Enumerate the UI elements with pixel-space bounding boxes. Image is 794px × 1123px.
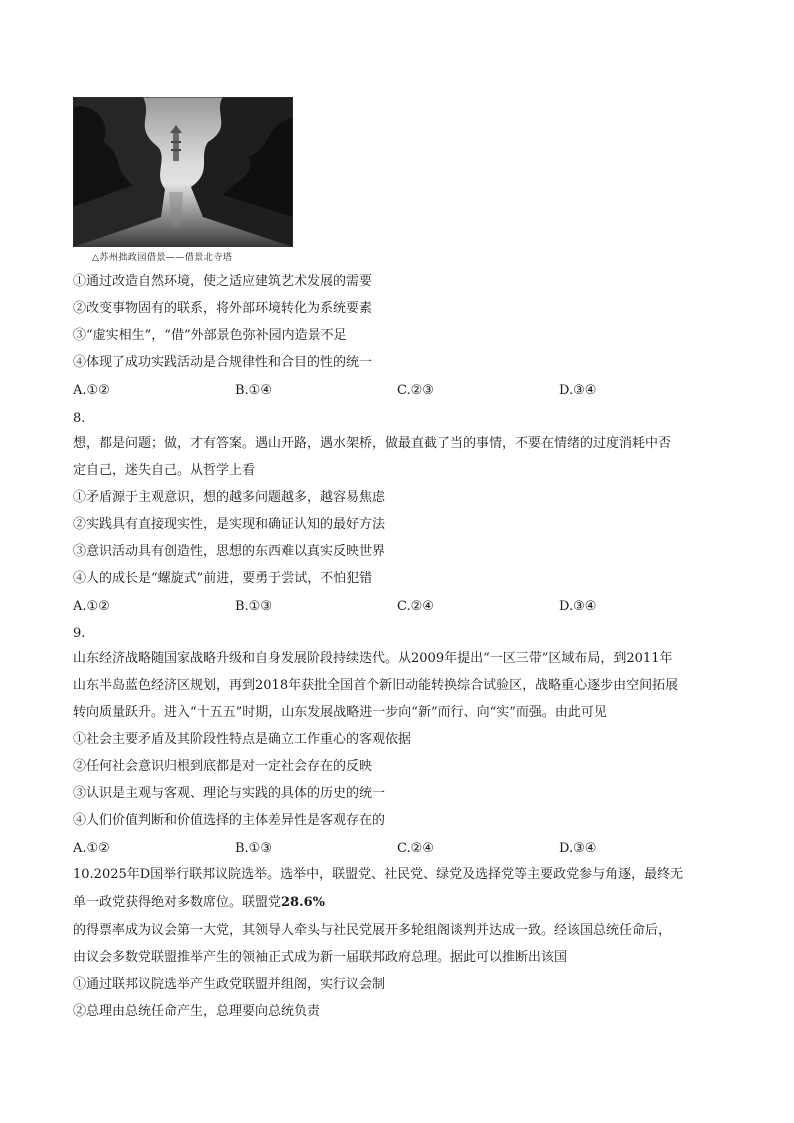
q8-statement-4: ④人的成长是“螺旋式”前进，要勇于尝试，不怕犯错	[73, 571, 373, 586]
q8-options	[73, 598, 721, 616]
q9-number: 9.	[73, 626, 86, 641]
q8-statement-1: ①矛盾源于主观意识，想的越多问题越多，越容易焦虑	[73, 490, 386, 505]
q8-option-b[interactable]: B.①③	[235, 599, 272, 614]
q7-option-d[interactable]: D.③④	[559, 383, 597, 398]
q10-statement-2: ②总理由总统任命产生，总理要向总统负责	[73, 1004, 321, 1019]
q8-statement-2: ②实践具有直接现实性，是实现和确证认知的最好方法	[73, 517, 386, 532]
q9-stem-line-2: 山东半岛蓝色经济区规划，再到2018年获批全国首个新旧动能转换综合试验区，战略重心逐步由空间拓展	[73, 678, 679, 693]
q9-option-a[interactable]: A.①②	[73, 841, 110, 856]
figure-caption: △苏州拙政园借景——借景北寺塔	[92, 253, 233, 263]
q9-statement-1: ①社会主要矛盾及其阶段性特点是确立工作重心的客观依据	[73, 732, 412, 747]
q9-statement-2: ②任何社会意识归根到底都是对一定社会存在的反映	[73, 759, 373, 774]
q10-stem-line-3: 的得票率成为议会第一大党，其领导人牵头与社民党展开多轮组阁谈判并达成一致。经该国总统任命后，	[73, 923, 672, 938]
q10-stem-line-2	[73, 894, 325, 912]
q7-statement-3: ③“虚实相生”，“借”外部景色弥补园内造景不足	[73, 328, 347, 343]
q7-option-a[interactable]: A.①②	[73, 383, 110, 398]
q9-option-c[interactable]: C.②④	[397, 841, 434, 856]
q10-vote-share: 28.6%	[281, 895, 326, 910]
q9-statement-4: ④人们价值判断和价值选择的主体差异性是客观存在的	[73, 813, 386, 828]
garden-photo	[73, 97, 293, 247]
q7-options	[73, 382, 721, 400]
q8-option-a[interactable]: A.①②	[73, 599, 110, 614]
q7-statement-4: ④体现了成功实践活动是合规律性和合目的性的统一	[73, 355, 373, 370]
q8-option-d[interactable]: D.③④	[559, 599, 597, 614]
q8-statement-3: ③意识活动具有创造性，思想的东西难以真实反映世界	[73, 544, 386, 559]
q9-options	[73, 840, 721, 858]
q8-stem-line-2: 定自己，迷失自己。从哲学上看	[73, 463, 256, 478]
q7-statement-2: ②改变事物固有的联系，将外部环境转化为系统要素	[73, 301, 373, 316]
q7-option-b[interactable]: B.①④	[235, 383, 272, 398]
q7-statement-1: ①通过改造自然环境，使之适应建筑艺术发展的需要	[73, 274, 373, 289]
q9-stem-line-1: 山东经济战略随国家战略升级和自身发展阶段持续迭代。从2009年提出“一区三带”区域布局，到2011年	[73, 651, 673, 666]
q9-stem-line-3: 转向质量跃升。进入“十五五”时期，山东发展战略进一步向“新”而行、向“实”而强。由此可见	[73, 705, 607, 720]
q8-option-c[interactable]: C.②④	[397, 599, 434, 614]
q10-stem-line-1: 10.2025年D国举行联邦议院选举。选举中，联盟党、社民党、绿党及选择党等主要政党参与角逐，最终无	[73, 867, 684, 882]
q10-stem-line-4: 由议会多数党联盟推举产生的领袖正式成为新一届联邦政府总理。据此可以推断出该国	[73, 950, 568, 965]
q10-statement-1: ①通过联邦议院选举产生政党联盟并组阁，实行议会制	[73, 977, 386, 992]
q8-number: 8.	[73, 411, 86, 426]
q9-statement-3: ③认识是主观与客观、理论与实践的具体的历史的统一	[73, 786, 386, 801]
q9-option-d[interactable]: D.③④	[559, 841, 597, 856]
q10-stem-line-2-text: 单一政党获得绝对多数席位。联盟党	[73, 895, 282, 910]
q8-stem-line-1: 想，都是问题；做，才有答案。遇山开路，遇水架桥，做最直截了当的事情，不要在情绪的过度消耗中否	[73, 436, 672, 451]
q9-option-b[interactable]: B.①③	[235, 841, 272, 856]
q7-option-c[interactable]: C.②③	[397, 383, 434, 398]
